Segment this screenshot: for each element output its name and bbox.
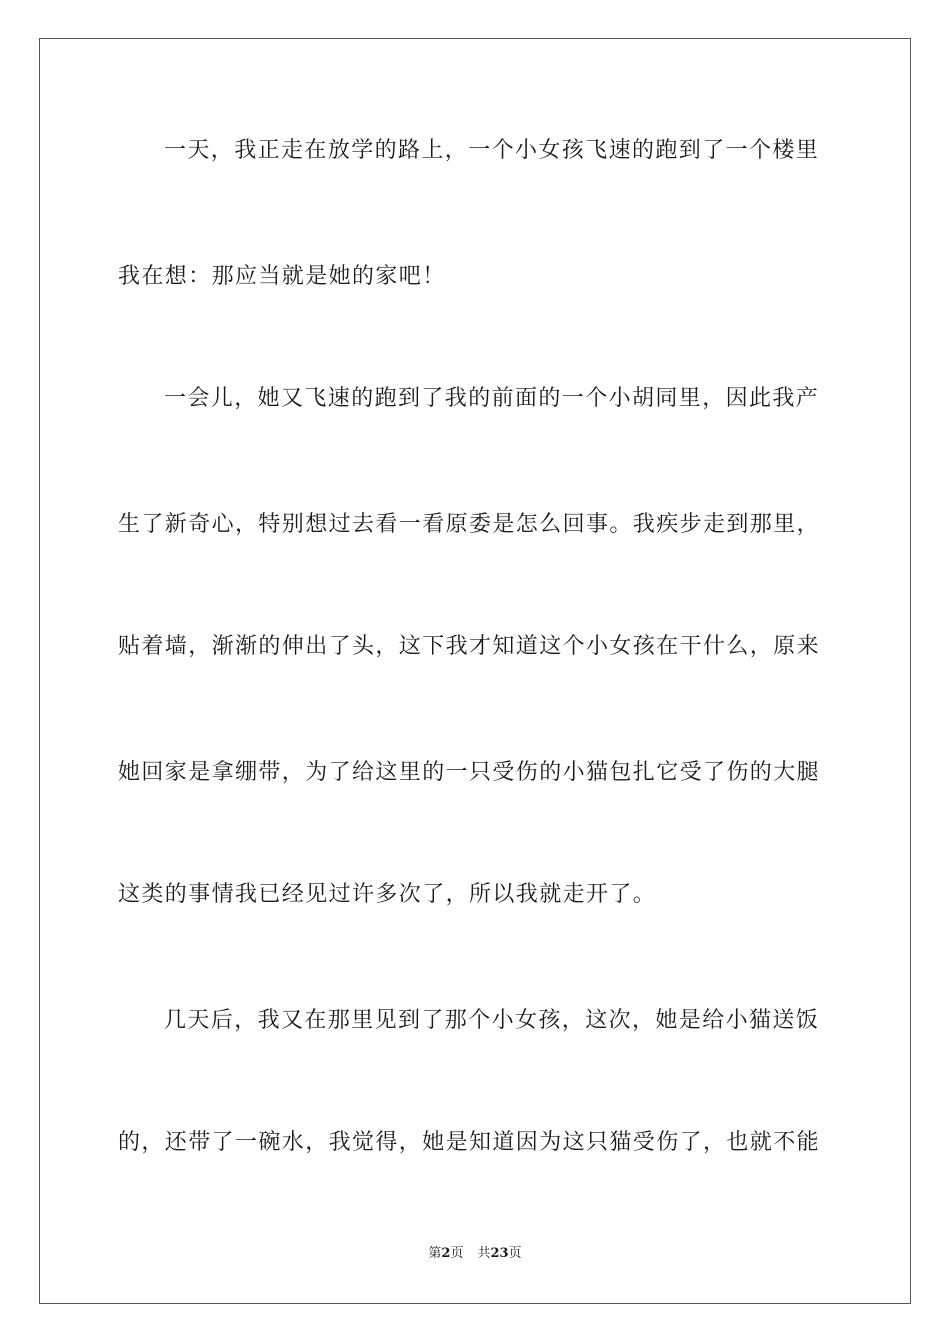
page-frame: [39, 38, 911, 1304]
paragraph-1-line-1: 一天，我正走在放学的路上，一个小女孩飞速的跑到了一个楼里: [164, 138, 820, 163]
paragraph-2-line-4: 她回家是拿绷带，为了给这里的一只受伤的小猫包扎它受了伤的大腿: [118, 760, 821, 785]
paragraph-3-line-2: 的，还带了一碗水，我觉得，她是知道因为这只猫受伤了，也就不能: [118, 1130, 821, 1155]
page-prefix: 第: [428, 1246, 442, 1261]
page-suffix: 页: [450, 1246, 464, 1261]
paragraph-1-line-2: 我在想：那应当就是她的家吧！: [118, 264, 446, 289]
paragraph-3-line-1: 几天后，我又在那里见到了那个小女孩，这次，她是给小猫送饭: [164, 1008, 820, 1033]
paragraph-2-line-1: 一会儿，她又飞速的跑到了我的前面的一个小胡同里，因此我产: [164, 386, 820, 411]
total-prefix: 共: [477, 1246, 491, 1261]
total-pages: 23: [490, 1246, 509, 1261]
paragraph-2-line-2: 生了新奇心，特别想过去看一看原委是怎么回事。我疾步走到那里，: [118, 512, 821, 537]
page-number: 2: [441, 1246, 451, 1261]
page-footer: [0, 1244, 950, 1264]
paragraph-2-line-3: 贴着墙，渐渐的伸出了头，这下我才知道这个小女孩在干什么，原来: [118, 634, 821, 659]
total-suffix: 页: [508, 1246, 522, 1261]
paragraph-2-line-5: 这类的事情我已经见过许多次了，所以我就走开了。: [118, 882, 657, 907]
